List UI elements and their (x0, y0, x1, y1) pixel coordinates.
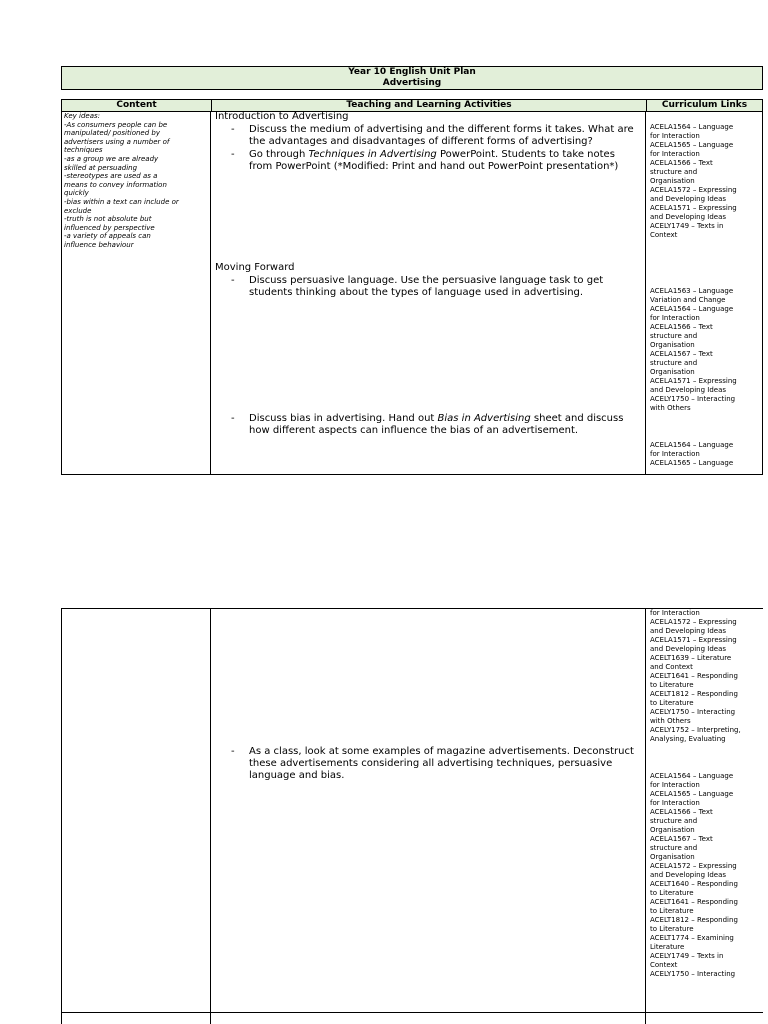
intro-bullet-1 (231, 124, 644, 148)
title-line-1: Year 10 English Unit Plan (348, 67, 476, 77)
curriculum-link-line: ACELA1565 – Language (650, 459, 734, 467)
moving-bullet-2 (231, 413, 644, 437)
bullet-dash: - (231, 124, 235, 135)
curriculum-link-line: and Context (650, 663, 693, 671)
curriculum-link-line: ACELA1571 – Expressing (650, 377, 737, 385)
curriculum-link-line: structure and (650, 844, 698, 852)
bullet-line: how different aspects can influence the bias of an advertisement. (249, 425, 579, 436)
key-idea-line: -a variety of appeals can (64, 232, 151, 241)
curriculum-link-line: ACELT1639 – Literature (650, 654, 732, 662)
curriculum-links-block-2 (650, 287, 762, 413)
sheet-title: Bias in Advertising (437, 413, 531, 424)
curriculum-link-line: structure and (650, 332, 698, 340)
bullet-line: language and bias. (249, 770, 345, 781)
curriculum-link-line: and Developing Ideas (650, 213, 727, 221)
curriculum-link-line: ACELA1572 – Expressing (650, 862, 737, 870)
curriculum-link-line: and Developing Ideas (650, 386, 727, 394)
curriculum-link-line: and Developing Ideas (650, 871, 727, 879)
curriculum-link-line: ACELY1750 – Interacting (650, 970, 736, 978)
curriculum-link-line: for Interaction (650, 314, 700, 322)
unit-plan-title (61, 66, 763, 90)
key-ideas-list (64, 112, 209, 250)
curriculum-links-block-5 (650, 772, 762, 979)
key-idea-line: -bias within a text can include or (64, 197, 179, 206)
bullet-text: sheet and discuss (530, 413, 624, 424)
curriculum-link-line: ACELT1640 – Responding (650, 880, 738, 888)
bullet-line: students thinking about the types of language used in advertising. (249, 287, 584, 298)
bullet-line: the advantages and disadvantages of different forms of advertising? (249, 136, 593, 147)
curriculum-link-line: and Developing Ideas (650, 645, 727, 653)
column-divider (210, 608, 211, 1024)
curriculum-link-line: ACELT1641 – Responding (650, 898, 738, 906)
column-divider (210, 111, 211, 475)
key-idea-line: influence behaviour (64, 240, 134, 249)
curriculum-links-block-3 (650, 441, 762, 468)
curriculum-link-line: for Interaction (650, 609, 700, 617)
bullet-line: Discuss persuasive language. Use the persuasive language task to get (249, 275, 604, 286)
curriculum-link-line: Organisation (650, 341, 695, 349)
curriculum-link-line: to Literature (650, 681, 694, 689)
bullet-line: Discuss the medium of advertising and the different forms it takes. What are (249, 124, 634, 135)
curriculum-link-line: Organisation (650, 826, 695, 834)
page2-bullet-1 (231, 746, 644, 782)
curriculum-link-line: ACELT1774 – Examining (650, 934, 734, 942)
curriculum-link-line: ACELA1563 – Language (650, 287, 734, 295)
curriculum-link-line: ACELA1566 – Text (650, 159, 713, 167)
curriculum-link-line: ACELA1565 – Language (650, 790, 734, 798)
bullet-dash: - (231, 746, 235, 757)
curriculum-link-line: ACELT1812 – Responding (650, 690, 738, 698)
curriculum-link-line: ACELA1564 – Language (650, 772, 734, 780)
curriculum-link-line: Organisation (650, 853, 695, 861)
curriculum-link-line: and Developing Ideas (650, 627, 727, 635)
curriculum-link-line: ACELA1567 – Text (650, 350, 713, 358)
curriculum-link-line: ACELA1566 – Text (650, 323, 713, 331)
key-idea-line: skilled at persuading (64, 163, 138, 172)
curriculum-link-line: for Interaction (650, 781, 700, 789)
curriculum-link-line: ACELT1641 – Responding (650, 672, 738, 680)
intro-bullet-2 (231, 149, 644, 173)
curriculum-link-line: to Literature (650, 925, 694, 933)
curriculum-link-line: with Others (650, 717, 691, 725)
key-idea-line: means to convey information (64, 180, 167, 189)
curriculum-link-line: ACELY1750 – Interacting (650, 395, 736, 403)
curriculum-link-line: ACELA1572 – Expressing (650, 618, 737, 626)
curriculum-link-line: ACELY1749 – Texts in (650, 222, 724, 230)
column-divider (645, 111, 646, 475)
bullet-text: Go through (249, 149, 309, 160)
curriculum-link-line: Organisation (650, 368, 695, 376)
curriculum-link-line: ACELA1564 – Language (650, 305, 734, 313)
bullet-line (249, 413, 644, 425)
curriculum-link-line: to Literature (650, 699, 694, 707)
curriculum-link-line: structure and (650, 359, 698, 367)
curriculum-link-line: Organisation (650, 177, 695, 185)
curriculum-link-line: ACELA1564 – Language (650, 441, 734, 449)
curriculum-link-line: ACELA1571 – Expressing (650, 636, 737, 644)
powerpoint-title: Techniques in Advertising (308, 149, 437, 160)
bullet-dash: - (231, 275, 235, 286)
curriculum-link-line: to Literature (650, 907, 694, 915)
bullet-line: from PowerPoint (*Modified: Print and hand out PowerPoint presentation*) (249, 161, 619, 172)
curriculum-link-line: for Interaction (650, 150, 700, 158)
bullet-line: As a class, look at some examples of magazine advertisements. Deconstruct (249, 746, 634, 757)
moving-bullet-1 (231, 275, 644, 299)
curriculum-link-line: and Developing Ideas (650, 195, 727, 203)
key-idea-line: influenced by perspective (64, 223, 155, 232)
key-idea-line: advertisers using a number of (64, 137, 170, 146)
key-idea-line: -truth is not absolute but (64, 215, 152, 224)
curriculum-link-line: ACELA1564 – Language (650, 123, 734, 131)
curriculum-link-line: for Interaction (650, 799, 700, 807)
bullet-dash: - (231, 413, 235, 424)
curriculum-link-line: ACELA1565 – Language (650, 141, 734, 149)
curriculum-link-line: Literature (650, 943, 685, 951)
key-idea-line: -as a group we are already (64, 154, 159, 163)
curriculum-link-line: Analysing, Evaluating (650, 735, 726, 743)
key-idea-line: Key ideas: (64, 112, 101, 120)
curriculum-link-line: ACELT1812 – Responding (650, 916, 738, 924)
curriculum-link-line: ACELA1572 – Expressing (650, 186, 737, 194)
key-idea-line: techniques (64, 146, 103, 155)
curriculum-link-line: ACELY1749 – Texts in (650, 952, 724, 960)
table-bottom-border-page2 (61, 1012, 763, 1013)
curriculum-link-line: ACELA1571 – Expressing (650, 204, 737, 212)
curriculum-link-line: Context (650, 961, 678, 969)
header-activities: Teaching and Learning Activities (211, 99, 647, 112)
bullet-line: these advertisements considering all advertising techniques, persuasive (249, 758, 613, 769)
key-idea-line: -stereotypes are used as a (64, 172, 158, 181)
bullet-text: PowerPoint. Students to take notes (436, 149, 615, 160)
curriculum-link-line: for Interaction (650, 132, 700, 140)
key-idea-line: -As consumers people can be (64, 120, 168, 129)
header-curriculum: Curriculum Links (646, 99, 763, 112)
bullet-line (249, 149, 644, 161)
curriculum-link-line: ACELA1566 – Text (650, 808, 713, 816)
key-idea-line: manipulated/ positioned by (64, 129, 160, 138)
curriculum-link-line: for Interaction (650, 450, 700, 458)
curriculum-link-line: with Others (650, 404, 691, 412)
section-heading-introduction: Introduction to Advertising (215, 111, 349, 122)
curriculum-links-block-1 (650, 123, 762, 240)
bullet-dash: - (231, 149, 235, 160)
curriculum-link-line: to Literature (650, 889, 694, 897)
header-content: Content (61, 99, 212, 112)
key-idea-line: quickly (64, 189, 89, 198)
curriculum-link-line: Variation and Change (650, 296, 726, 304)
curriculum-link-line: structure and (650, 817, 698, 825)
column-divider (61, 608, 62, 1024)
section-heading-moving-forward: Moving Forward (215, 262, 295, 273)
curriculum-link-line: structure and (650, 168, 698, 176)
curriculum-link-line: Context (650, 231, 678, 239)
column-divider (645, 608, 646, 1024)
curriculum-link-line: ACELA1567 – Text (650, 835, 713, 843)
bullet-text: Discuss bias in advertising. Hand out (249, 413, 438, 424)
curriculum-links-block-4 (650, 609, 762, 744)
curriculum-link-line: ACELY1752 – Interpreting, (650, 726, 741, 734)
title-line-2: Advertising (382, 78, 442, 88)
curriculum-link-line: ACELY1750 – Interacting (650, 708, 736, 716)
key-idea-line: exclude (64, 206, 92, 215)
